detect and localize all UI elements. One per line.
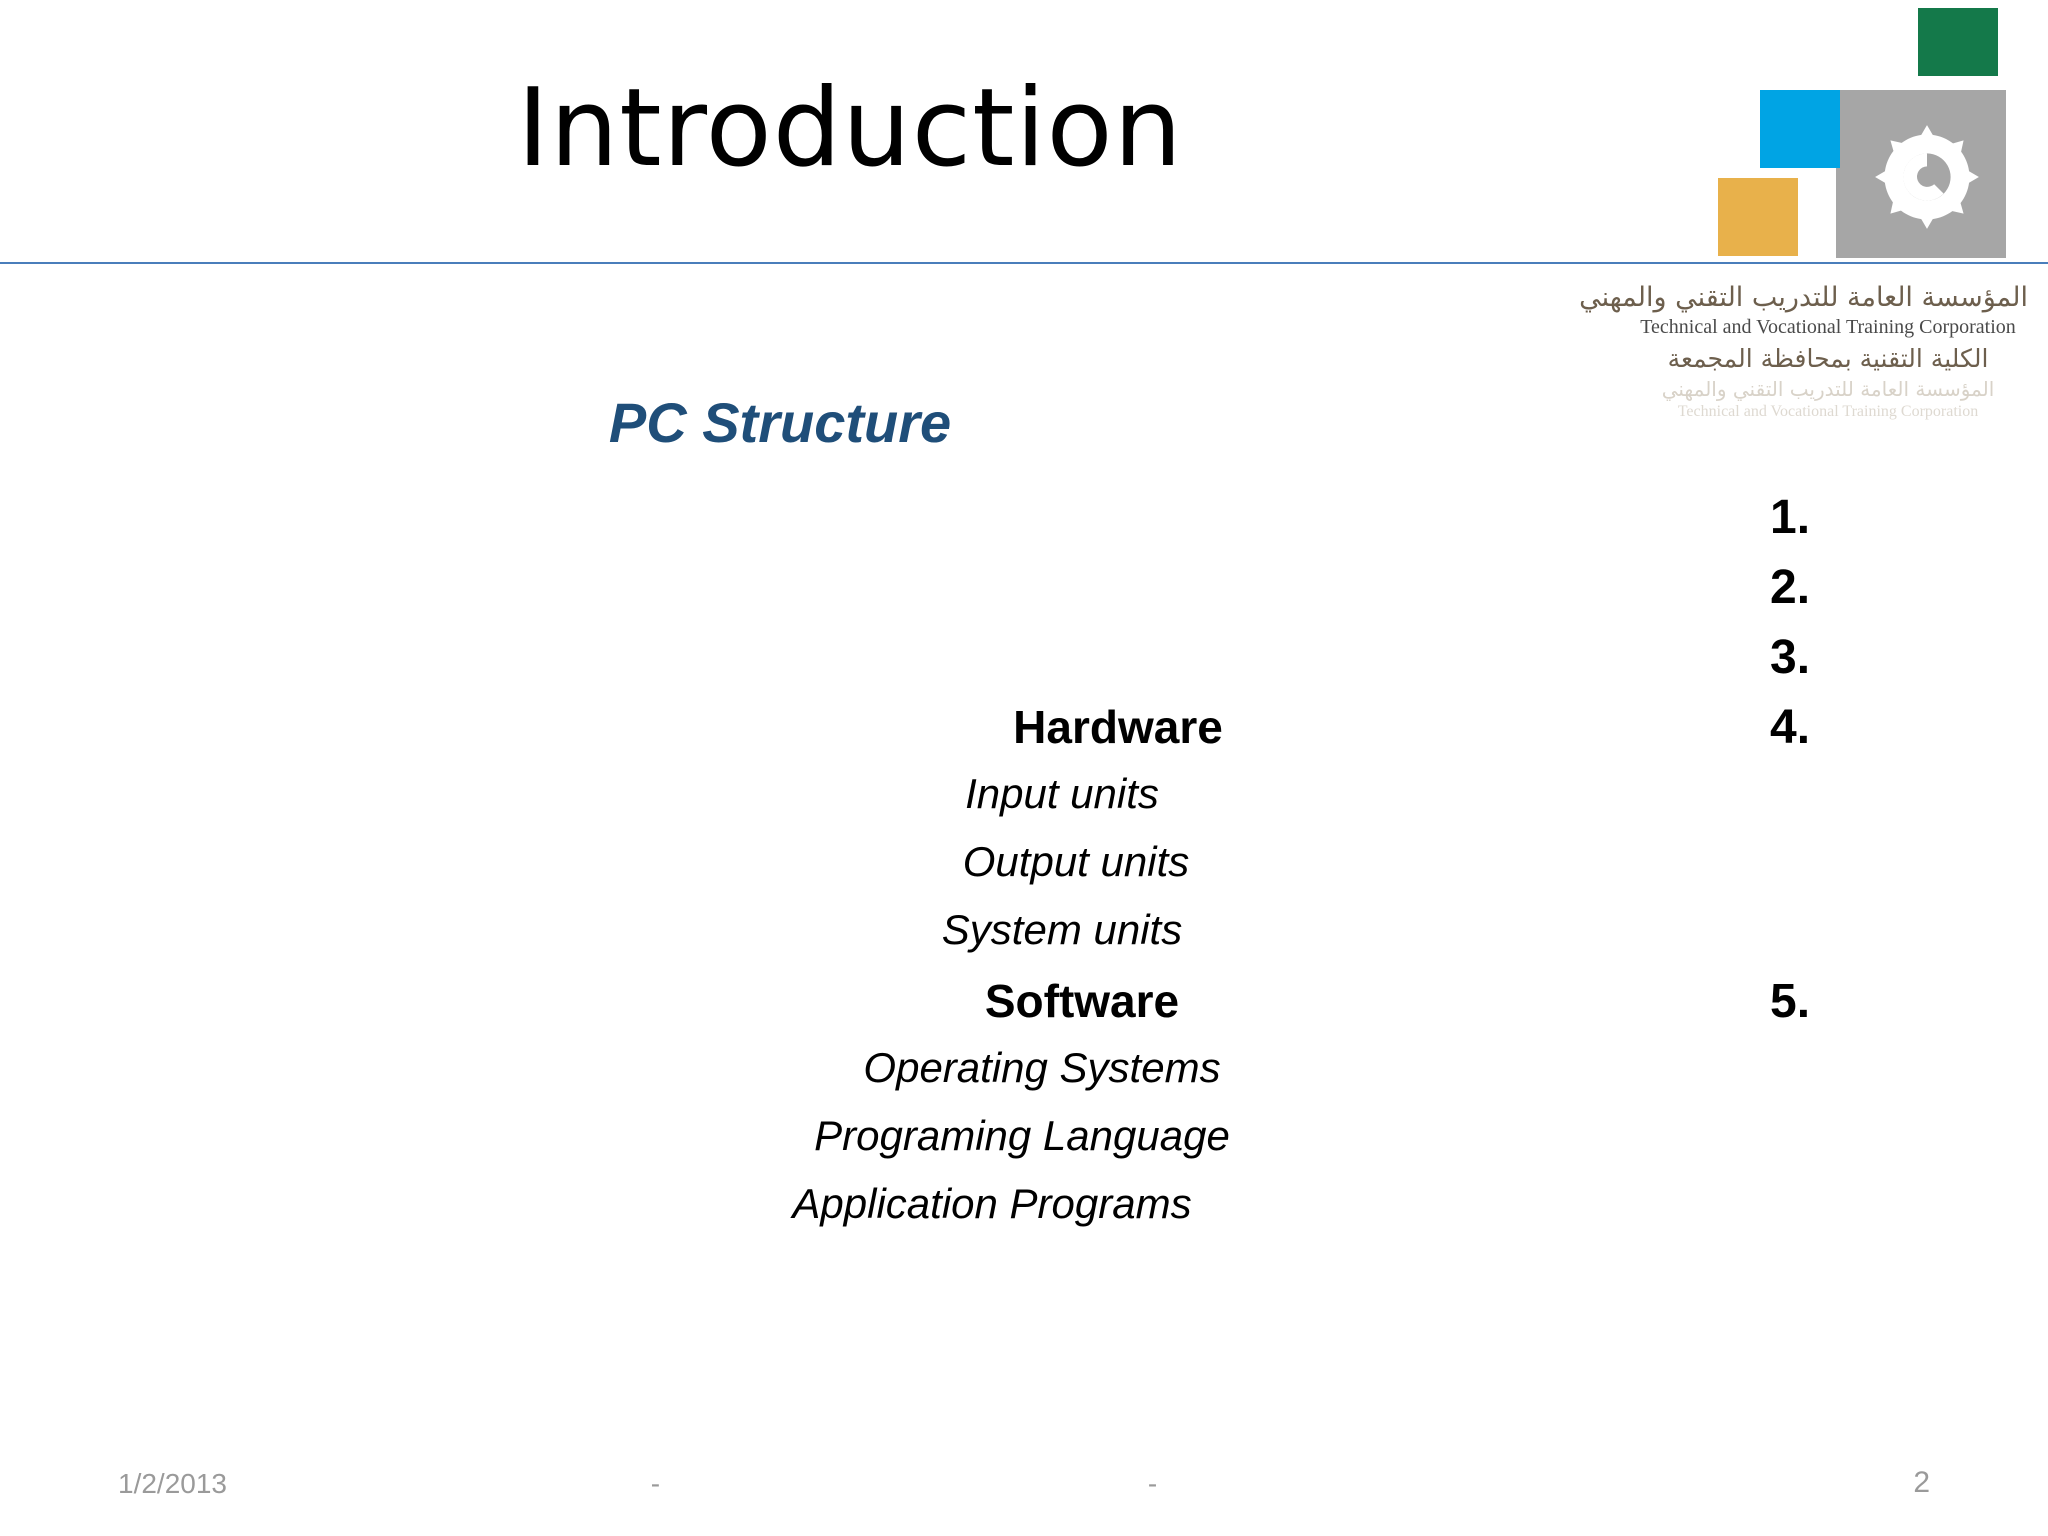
list-item-software <box>0 974 1890 1044</box>
list-item-number: .3 <box>1770 631 1811 684</box>
list-item-output-units <box>0 838 1890 906</box>
slide-title: Introduction <box>516 66 1183 191</box>
footer-date: 1/2/2013 <box>118 1468 227 1499</box>
org-ghost-english: Technical and Vocational Training Corporation <box>1677 403 1979 420</box>
slide-subtitle: PC Structure <box>608 391 952 454</box>
org-arabic-primary: المؤسسة العامة للتدريب التقني والمهني <box>1579 282 2028 313</box>
list-item-application-programs <box>0 1180 1890 1248</box>
list-item-programing-language <box>0 1112 1890 1180</box>
list-item-operating-systems <box>0 1044 1890 1112</box>
list-item-number: .2 <box>1770 561 1811 614</box>
organization-name-block <box>1579 282 2028 421</box>
list-item-number: .5 <box>1770 975 1811 1028</box>
logo-gold-square <box>1718 178 1798 256</box>
logo-green-square <box>1918 8 1998 76</box>
list-item <box>0 560 1890 630</box>
footer-page-number: 2 <box>1913 1466 1930 1499</box>
list-item <box>0 490 1890 560</box>
list-item-text: Software <box>984 975 1180 1027</box>
list-item-number: .4 <box>1770 701 1811 754</box>
list-item-text: System units <box>941 906 1183 953</box>
organization-logo <box>1718 8 2008 258</box>
list-item-text: Output units <box>962 838 1190 885</box>
list-item-text: Hardware <box>1013 701 1223 753</box>
list-item-text: Application Programs <box>792 1180 1192 1227</box>
list-item-input-units <box>0 770 1890 838</box>
list-item-text: Programing Language <box>814 1112 1230 1159</box>
footer-center-text: - - <box>650 1468 1398 1499</box>
logo-blue-square <box>1760 90 1840 168</box>
list-item-text: Operating Systems <box>863 1044 1221 1091</box>
gear-icon <box>1868 118 1986 236</box>
list-item-system-units <box>0 906 1890 974</box>
list-item-text: Input units <box>965 770 1159 817</box>
org-english-name: Technical and Vocational Training Corporation <box>1640 316 2016 338</box>
outline-list <box>0 490 1890 1248</box>
org-ghost-arabic: المؤسسة العامة للتدريب التقني والمهني <box>1661 377 1995 401</box>
org-arabic-college: الكلية التقنية بمحافظة المجمعة <box>1667 344 1989 373</box>
list-item-number: .1 <box>1770 491 1811 544</box>
title-divider <box>0 262 2048 264</box>
list-item-hardware <box>0 700 1890 770</box>
list-item <box>0 630 1890 700</box>
